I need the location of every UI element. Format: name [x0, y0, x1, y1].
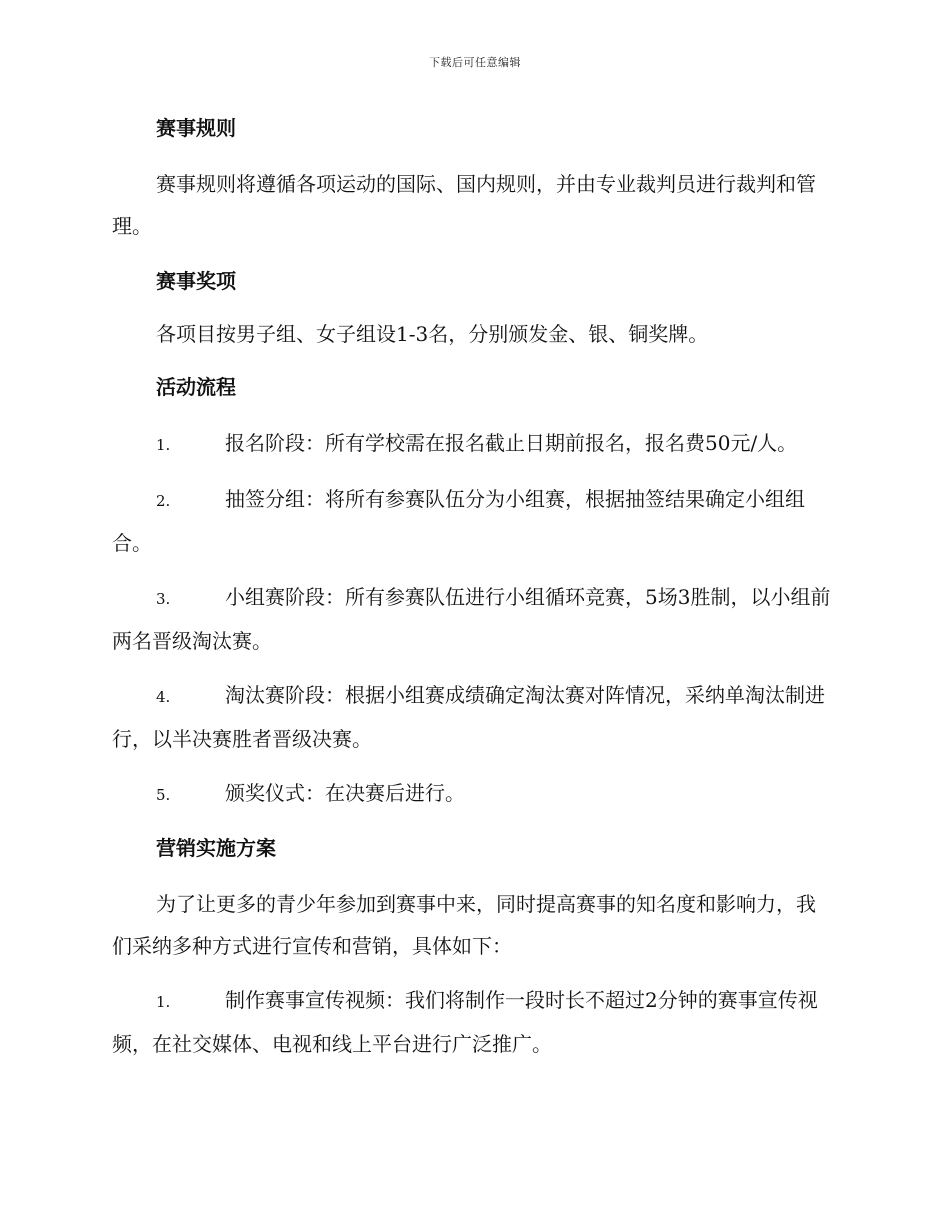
list-number: 1. [156, 436, 171, 454]
page-header: 下载后可任意编辑 [429, 56, 521, 69]
list-item-text: 小组赛阶段：所有参赛队伍进行小组循环竞赛，5场3胜制，以小组前两名晋级淘汰赛。 [112, 585, 831, 653]
process-item-3 [112, 576, 834, 662]
list-item-text: 制作赛事宣传视频：我们将制作一段时长不超过2分钟的赛事宣传视频，在社交媒体、电视和线上平台进行广泛推广。 [112, 988, 818, 1056]
process-item-4 [112, 674, 834, 760]
list-item-text: 淘汰赛阶段：根据小组赛成绩确定淘汰赛对阵情况，采纳单淘汰制进行，以半决赛胜者晋级决赛。 [112, 683, 825, 751]
section-heading-awards: 赛事奖项 [156, 269, 236, 293]
list-number: 1. [156, 993, 171, 1011]
list-number: 3. [156, 590, 171, 608]
marketing-paragraph: 为了让更多的青少年参加到赛事中来，同时提高赛事的知名度和影响力，我们采纳多种方式进行宣传和营销，具体如下： [112, 892, 816, 958]
process-item-2 [112, 478, 834, 564]
list-item-text: 抽签分组：将所有参赛队伍分为小组赛，根据抽签结果确定小组组合。 [112, 487, 805, 555]
document-body [112, 108, 834, 1065]
list-number: 4. [156, 688, 171, 706]
section-heading-process: 活动流程 [156, 375, 236, 399]
list-number: 5. [156, 786, 171, 804]
process-item-5 [112, 772, 834, 816]
section-heading-marketing: 营销实施方案 [156, 836, 276, 860]
list-number: 2. [156, 492, 171, 510]
rules-paragraph: 赛事规则将遵循各项运动的国际、国内规则，并由专业裁判员进行裁判和管理。 [112, 172, 816, 238]
marketing-item-1 [112, 979, 834, 1065]
list-item-text: 颁奖仪式：在决赛后进行。 [225, 781, 465, 805]
awards-paragraph: 各项目按男子组、女子组设1-3名，分别颁发金、银、铜奖牌。 [156, 322, 709, 346]
process-item-1 [112, 422, 834, 466]
section-heading-rules: 赛事规则 [156, 116, 236, 140]
list-item-text: 报名阶段：所有学校需在报名截止日期前报名，报名费50元/人。 [225, 431, 798, 455]
